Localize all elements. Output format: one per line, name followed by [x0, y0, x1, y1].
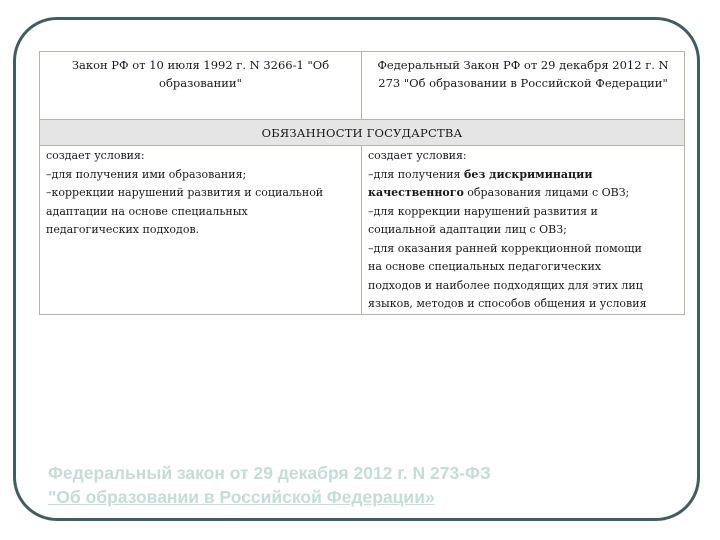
- right-body-cell: [362, 146, 684, 314]
- right-line: языков, методов и способов общения и условия: [368, 297, 647, 310]
- right-line-text: –для получения: [368, 167, 464, 181]
- right-line: –для коррекции нарушений развития и: [368, 204, 598, 218]
- left-line: –для получения ими образования;: [46, 167, 247, 181]
- right-line: [368, 184, 678, 203]
- table-header-row: [40, 52, 684, 120]
- emphasis-quality: качественного: [368, 186, 464, 199]
- right-line: социальной адаптации лиц с ОВЗ;: [368, 223, 567, 236]
- right-line: создает условия:: [368, 149, 467, 162]
- footer-caption: [48, 461, 491, 509]
- table-body-row: [40, 146, 684, 314]
- left-line: педагогических подходов.: [46, 223, 200, 236]
- left-line: адаптации на основе специальных: [46, 204, 248, 218]
- header-right-law-2012: Федеральный Закон РФ от 29 декабря 2012 г. N 273 "Об образовании в Российской Федерации": [377, 58, 669, 90]
- right-line-text: образования лицами с ОВЗ;: [463, 186, 630, 199]
- emphasis-no-discrimination: без дискриминации: [464, 167, 593, 181]
- right-line: подходов и наиболее подходящих для этих лиц: [368, 278, 643, 292]
- right-line: на основе специальных педагогических: [368, 260, 602, 273]
- right-line: [368, 166, 678, 185]
- right-line: –для оказания ранней коррекционной помощи: [368, 241, 642, 255]
- footer-line-1: Федеральный закон от 29 декабря 2012 г. N 273-ФЗ: [48, 463, 491, 483]
- left-line: –коррекции нарушений развития и социальной: [46, 186, 324, 199]
- section-band-state-duties: ОБЯЗАННОСТИ ГОСУДАРСТВА: [40, 120, 684, 146]
- footer-line-2: "Об образовании в Российской Федерации»: [48, 487, 435, 507]
- header-left-law-1992: Закон РФ от 10 июля 1992 г. N 3266-1 "Об образовании": [40, 52, 362, 119]
- left-line: создает условия:: [46, 149, 145, 162]
- left-body-cell: [40, 146, 362, 314]
- comparison-table: [39, 51, 685, 315]
